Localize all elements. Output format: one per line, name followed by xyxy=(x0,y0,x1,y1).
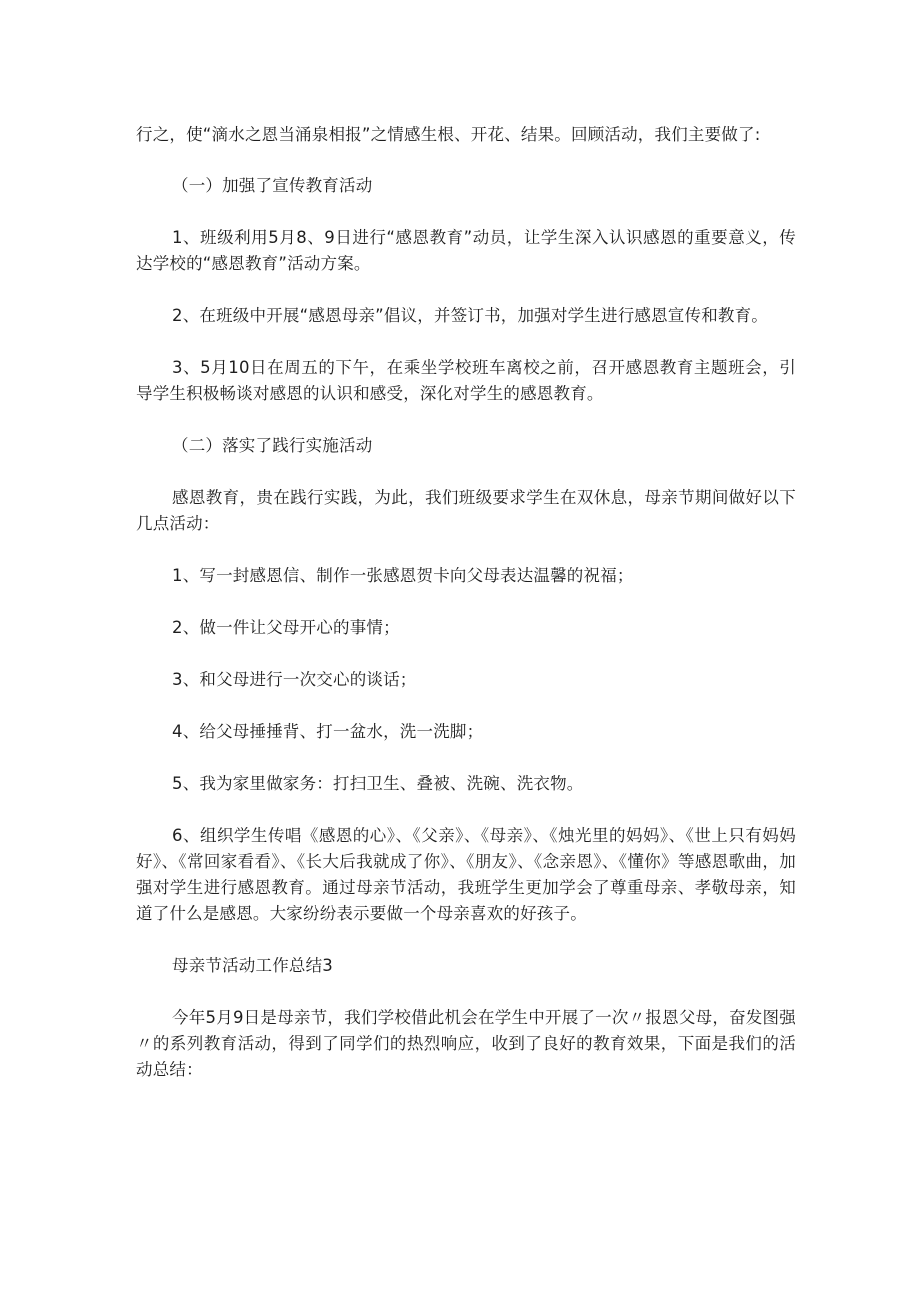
intro-paragraph: 行之，使“滴水之恩当涌泉相报”之情感生根、开花、结果。回顾活动，我们主要做了: xyxy=(136,125,761,144)
section-heading-publicity: （一）加强了宣传教育活动 xyxy=(172,176,373,195)
list-item: 1、班级利用5月8、9日进行“感恩教育”动员，让学生深入认识感恩的重要意义，传达学校的“感恩教育”活动方案。 xyxy=(136,228,796,273)
body-paragraph: 今年5月9日是母亲节，我们学校借此机会在学生中开展了一次〃报恩父母，奋发图强〃的系列教育活动，得到了同学们的热烈响应，收到了良好的教育效果，下面是我们的活动总结： xyxy=(136,1008,796,1079)
list-item: 6、组织学生传唱《感恩的心》、《父亲》、《母亲》、《烛光里的妈妈》、《世上只有妈妈好》、《常回家看看》、《长大后我就成了你》、《朋友》、《念亲恩》、《懂你》等感恩歌曲，加强对学生进行感恩教育。通过母亲节活动，我班学生更加学会了尊重母亲、孝敬母亲，知道了什么是感恩。大家纷纷表示要做一个母亲喜欢的好孩子。 xyxy=(136,826,796,923)
list-item: 2、做一件让父母开心的事情； xyxy=(172,618,400,637)
section-title-summary-3: 母亲节活动工作总结3 xyxy=(172,956,333,975)
list-item: 4、给父母捶捶背、打一盆水，洗一洗脚； xyxy=(172,722,484,741)
list-item: 5、我为家里做家务：打扫卫生、叠被、洗碗、洗衣物。 xyxy=(172,774,584,793)
document-body xyxy=(136,122,796,1109)
list-item: 1、写一封感恩信、制作一张感恩贺卡向父母表达温馨的祝福； xyxy=(172,566,634,585)
list-item: 2、在班级中开展“感恩母亲”倡议，并签订书，加强对学生进行感恩宣传和教育。 xyxy=(172,306,768,325)
section-heading-practice: （二）落实了践行实施活动 xyxy=(172,436,373,455)
list-item: 3、和父母进行一次交心的谈话； xyxy=(172,670,417,689)
list-item: 3、5月10日在周五的下午，在乘坐学校班车离校之前，召开感恩教育主题班会，引导学生积极畅谈对感恩的认识和感受，深化对学生的感恩教育。 xyxy=(136,358,796,403)
body-paragraph: 感恩教育，贵在践行实践，为此，我们班级要求学生在双休息，母亲节期间做好以下几点活动： xyxy=(136,488,796,533)
